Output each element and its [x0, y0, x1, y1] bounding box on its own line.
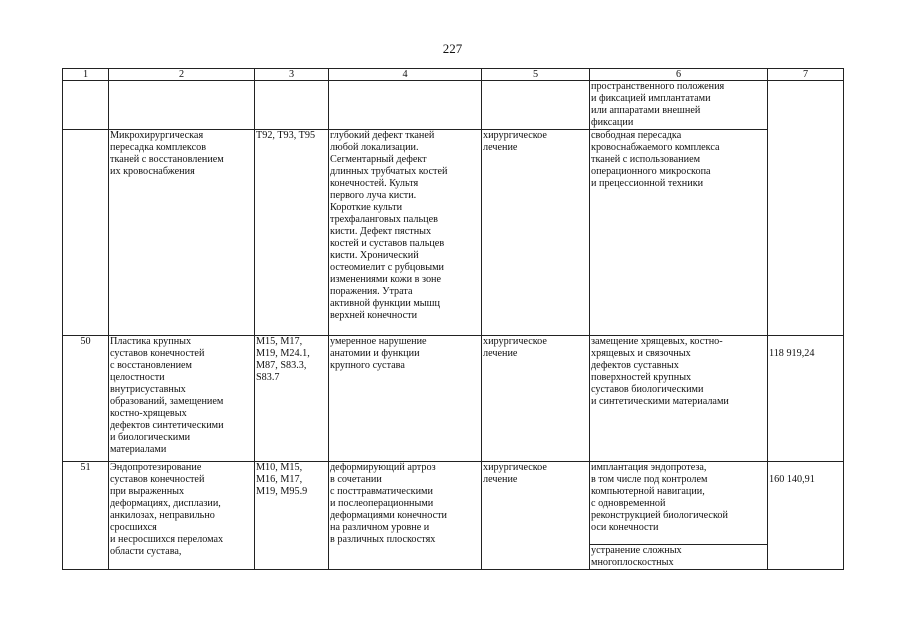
- table-row: [63, 462, 844, 545]
- patient-model-cell: [329, 81, 482, 130]
- diagnosis-codes-cell: [255, 81, 329, 130]
- procedure-name-cell: Микрохирургическая пересадка комплексов тканей с восстановлением их кровоснабжения: [109, 130, 255, 336]
- row-number-cell: [63, 130, 109, 336]
- row-number-cell: 50: [63, 336, 109, 462]
- diagnosis-codes-cell: M15, M17, M19, M24.1, M87, S83.3, S83.7: [255, 336, 329, 462]
- treatment-method-cell: свободная пересадка кровоснабжаемого комплекса тканей с использованием операционного микроскопа и прецессионной техники: [590, 130, 768, 336]
- column-header: 3: [255, 69, 329, 81]
- treatment-method-cell: имплантация эндопротеза, в том числе под контролем компьютерной навигации, с одновременной реконструкцией биологической оси конечности: [590, 462, 768, 545]
- procedure-name-cell: Эндопротезирование суставов конечностей при выраженных деформациях, дисплазии, анкилозах, неправильно сросшихся и несросшихся переломах области сустава,: [109, 462, 255, 570]
- treatment-method-cell: устранение сложных многоплоскостных: [590, 545, 768, 570]
- patient-model-cell: деформирующий артроз в сочетании с посттравматическими и послеоперационными деформациями конечности на различном уровне и в различных плоскостях: [329, 462, 482, 570]
- row-number-cell: [63, 81, 109, 130]
- treatment-type-cell: [482, 81, 590, 130]
- table-row: [63, 81, 844, 130]
- column-header: 6: [590, 69, 768, 81]
- procedure-name-cell: Пластика крупных суставов конечностей с восстановлением целостности внутрисуставных образований, замещением костно-хрящевых дефектов синтетическими и биологическими материалами: [109, 336, 255, 462]
- column-header: 7: [768, 69, 844, 81]
- treatment-type-cell: хирургическое лечение: [482, 336, 590, 462]
- column-header: 1: [63, 69, 109, 81]
- patient-model-cell: умеренное нарушение анатомии и функции крупного сустава: [329, 336, 482, 462]
- column-header: 4: [329, 69, 482, 81]
- page-number: 227: [442, 41, 463, 56]
- cost-cell: 118 919,24: [768, 336, 844, 462]
- cost-cell: [768, 81, 844, 336]
- treatment-method-cell: пространственного положения и фиксацией имплантатами или аппаратами внешней фиксации: [590, 81, 768, 130]
- column-header: 5: [482, 69, 590, 81]
- column-header: 2: [109, 69, 255, 81]
- treatment-type-cell: хирургическое лечение: [482, 130, 590, 336]
- column-number-header-row: [63, 69, 844, 81]
- cost-cell: 160 140,91: [768, 462, 844, 570]
- patient-model-cell: глубокий дефект тканей любой локализации. Сегментарный дефект длинных трубчатых костей конечностей. Культя первого луча кисти. Короткие культи трехфаланговых пальцев кисти. Дефект пястных костей и суставов пальцев кисти. Хронический остеомиелит с рубцовыми изменениями кожи в зоне поражения. Утрата активной функции мышц верхней конечности: [329, 130, 482, 336]
- diagnosis-codes-cell: M10, M15, M16, M17, M19, M95.9: [255, 462, 329, 570]
- table-row: [63, 336, 844, 462]
- treatment-type-cell: хирургическое лечение: [482, 462, 590, 570]
- treatment-method-cell: замещение хрящевых, костно- хрящевых и связочных дефектов суставных поверхностей крупных суставов биологическими и синтетическими материалами: [590, 336, 768, 462]
- table-row: [63, 130, 844, 336]
- row-number-cell: 51: [63, 462, 109, 570]
- diagnosis-codes-cell: T92, T93, T95: [255, 130, 329, 336]
- procedure-name-cell: [109, 81, 255, 130]
- medical-procedures-table: [62, 68, 844, 570]
